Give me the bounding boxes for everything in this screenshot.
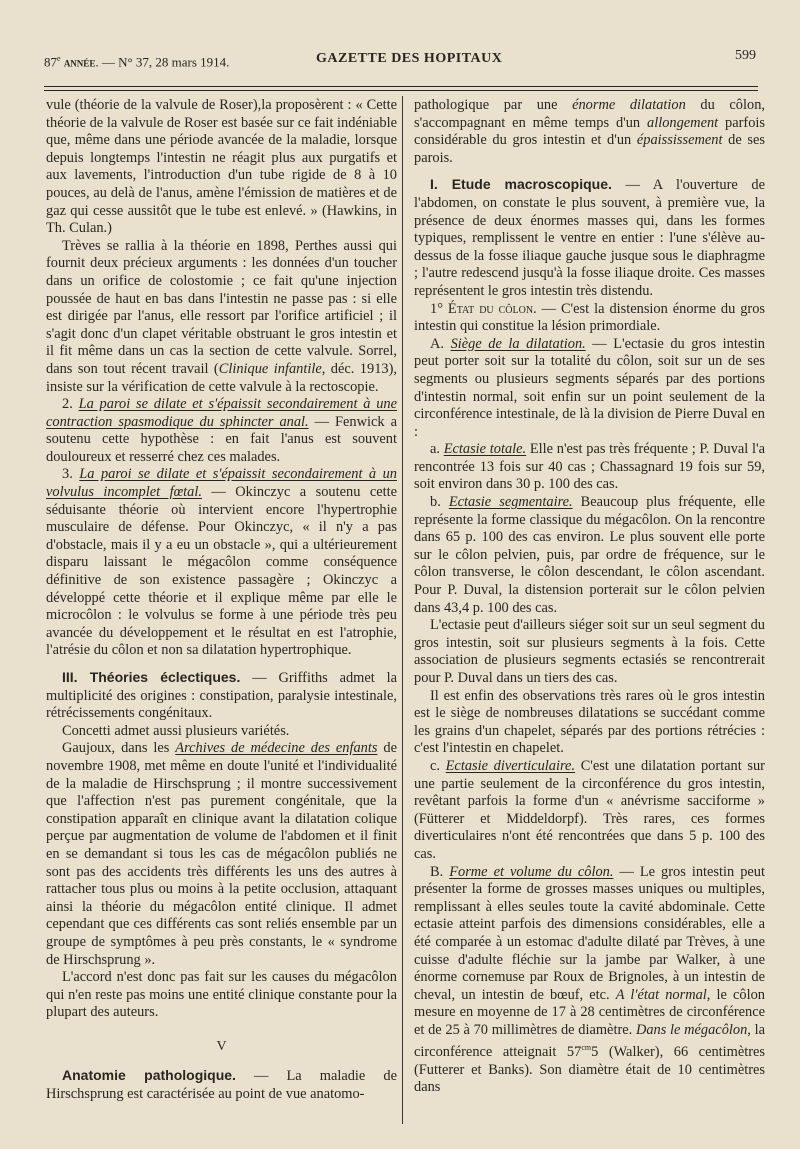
text-run: Beaucoup plus fréquente, elle représente la forme classique du mégacôlon. On la rencontre dans 65 p. 100 des cas environ. Le plus souvent elle porte sur le côlon pelvien, puis, par ordre de fréquence, sur le côlon transverse, le côlon descendant, le côlon ascendant. Pour P. Duval, la distension porterait sur le côlon pelvien dans 43,4 p. 100 des cas. xyxy=(414,494,765,616)
journal-reference: Clinique infantile xyxy=(218,360,322,377)
paragraph: L'accord n'est donc pas fait sur les causes du mégacôlon qui n'en reste pas moins une entité clinique constante pour la plupart des auteurs. xyxy=(46,969,397,1021)
text-run: — Fenwick a soutenu cette hypothèse : en fait l'anus est souvent douloureux et resserré chez ces malades. xyxy=(46,413,397,465)
issue-info xyxy=(44,54,229,70)
text-run: — Griffiths admet la multiplicité des origines : constipation, paralysie intestinale, rétrécissements congénitaux. xyxy=(46,670,397,722)
column-divider xyxy=(402,96,403,1124)
subsection-title: Forme et volume du côlon. xyxy=(449,863,614,880)
section-number: V xyxy=(216,1038,227,1054)
paragraph xyxy=(414,441,765,494)
theory-title: La paroi se dilate et s'épaissit secondairement à un volvulus incomplet fœtal. xyxy=(46,466,397,501)
journal-title: GAZETTE DES HOPITAUX xyxy=(316,51,503,66)
text-run: — La maladie de Hirschsprung est caractérisée au point de vue anatomo- xyxy=(46,1068,397,1103)
text-run: , déc. 1913), insiste sur la vérification de cette valvule à la rectoscopie. xyxy=(46,360,397,395)
right-column xyxy=(414,97,765,1097)
paragraph: Il est enfin des observations très rares où le gros intestin est le siège de nombreuses dilatations se succédant comme les grains d'un chapelet, séparés par des portions rétrécies : c'est l'intestin en chapelet. xyxy=(414,687,765,757)
text-run: Gaujoux, dans les xyxy=(62,740,176,757)
emphasis: énorme dilatation xyxy=(572,97,686,113)
list-number: 3. xyxy=(62,466,80,483)
text-run: de novembre 1908, met même en doute l'unité et l'individualité de la maladie de Hirschsprung ; il montre successivement que l'affection n'est pas purement congénitale, que la constipation apparaît en clinique avant la dilatation colique perçue par augmentation de volume de l'abdomen et il finit en se demandant si tous les cas de mégacôlon publiés ne sont pas des accidents très différents les uns des autres à rattacher tous plus ou moins à la petite occlusion, attaquant ainsi la théorie du mégacôlon entité clinique. Il admet cependant que ces différents cas sont reliés ensemble par un groupe de symptômes à peu près constants, le « syndrome de Hirschsprung ». xyxy=(46,740,397,968)
paragraph xyxy=(414,336,765,442)
text-run: C'est une dilatation portant sur une partie seulement de la circonférence du gros intestin, revêtant parfois la forme d'un « anévrisme sacciforme » (Fütterer et Middeldorpf). Très rares, ces formes diverticulaires n'ont été rencontrées que dans 5 p. 100 des cas. xyxy=(414,757,765,862)
paragraph: Concetti admet aussi plusieurs variétés. xyxy=(62,722,290,739)
text-run: — Le gros intestin peut présenter la forme de grosses masses uniques ou multiples, remplissant à elles seules toute la cavité abdominale. Cette ectasie atteint parfois des dimensions considérables, elle a été comparée à un estomac d'adulte dilaté par Trèves, à une cuisse d'adulte fléchie sur la jambe par Walker, à une énorme cornemuse par Roux de Brignoles, à un intestin de cheval, un intestin de bœuf, etc. xyxy=(414,863,765,1003)
journal-reference: Archives de médecine des enfants xyxy=(175,740,378,757)
section-paragraph xyxy=(46,669,397,723)
paragraph xyxy=(46,396,397,466)
text-run: de ses parois. xyxy=(414,132,765,166)
paragraph xyxy=(414,301,765,336)
subsection-title: Ectasie totale. xyxy=(443,441,527,458)
page-header xyxy=(44,48,756,70)
list-label: b. xyxy=(430,494,449,511)
emphasis: épaississement xyxy=(636,132,723,149)
paragraph xyxy=(414,97,765,167)
paragraph xyxy=(46,466,397,660)
header-rule-bottom xyxy=(44,90,758,91)
section-heading: III. Théories éclectiques. xyxy=(62,669,241,685)
issue-word: année xyxy=(63,54,96,70)
paragraph xyxy=(414,758,765,864)
subsection-title: Siège de la dilatation. xyxy=(450,335,586,352)
list-number: 1° xyxy=(430,300,448,317)
left-column xyxy=(46,97,397,1104)
text-run: 5 (Walker), 66 centimètres (Futterer et Banks). Son diamètre était de 10 centimètres dans xyxy=(414,1044,766,1096)
list-label: B. xyxy=(430,863,450,880)
text-run: pathologique par une xyxy=(414,97,573,113)
list-number: 2. xyxy=(62,396,79,413)
text-run: du côlon, s'accompagnant en même temps d'un xyxy=(414,97,765,131)
paragraph: vule (théorie de la valvule de Roser),la proposèrent : « Cette théorie de la valvule de Roser est basée sur ce fait indéniable que, même dans une période avancée de la maladie, lorsque depuis longtemps l'intestin ne réagit plus aux purgatifs et aux lavements, l'introduction d'un tube rigide de 8 à 10 pouces, au delà de l'anus, amène l'émission de matières et de gaz qui cesse aussitôt que le tube est enlevé. » (Hawkins, in Th. Culan.) xyxy=(46,97,397,237)
header-rule-top xyxy=(44,86,758,87)
theory-title: La paroi se dilate et s'épaissit secondairement à une contraction spasmodique du sphincter anal. xyxy=(46,396,398,430)
paragraph xyxy=(414,864,765,1098)
issue-date: . — N° 37, 28 mars 1914. xyxy=(95,54,230,70)
emphasis: allongement xyxy=(647,114,719,131)
paragraph xyxy=(414,494,765,617)
list-label: A. xyxy=(430,335,451,352)
subsection-title: Ectasie diverticulaire. xyxy=(445,757,576,774)
emphasis: A l'état normal xyxy=(615,986,707,1003)
emphasis: Dans le mégacôlon xyxy=(635,1021,748,1038)
subsection-heading: État du côlon. xyxy=(447,300,537,317)
section-paragraph xyxy=(46,1067,397,1103)
unit-superscript: cm xyxy=(581,1043,592,1053)
issue-number: 87 xyxy=(44,54,57,70)
list-label: a. xyxy=(430,441,444,458)
paragraph xyxy=(46,740,397,969)
text-run: — L'ectasie du gros intestin peut porter soit sur la totalité du côlon, soit sur un de ses segments ou plusieurs segments séparés par des portions d'intestin normal, soit enfin sur un point seulement de la circonférence intestinale, de là la division de Pierre Duval en : xyxy=(414,335,766,440)
paragraph: L'ectasie peut d'ailleurs siéger soit sur un seul segment du gros intestin, soit sur plusieurs segments à la fois. Cette association de plusieurs segments ectasiés se rencontrerait pour P. Duval dans un tiers des cas. xyxy=(414,617,765,686)
text-run: Elle n'est pas très fréquente ; P. Duval l'a rencontrée 13 fois sur 40 cas ; Chassagnard 19 fois sur 59, soit environ dans 30 p. 100 des cas. xyxy=(414,441,765,493)
subsection-title: Ectasie segmentaire. xyxy=(448,494,573,511)
text-run: , le côlon mesure en moyenne de 17 à 28 centimètres de circonférence et de 25 à 70 millimètres de diamètre. xyxy=(414,986,765,1038)
section-heading: Anatomie pathologique. xyxy=(62,1067,236,1084)
text-run: Trèves se rallia à la théorie en 1898, Perthes aussi qui fournit deux précieux arguments : les données d'un toucher dans un orifice de colostomie ; ce fait qu'une injection poussée de haut en bas dans l'intestin ne passe pas : si elle est dirigée par l'anus, elle ressort par l'orifice artificiel ; il s'agit donc d'un clapet véritable obstruant le gros intestin et il fit même dans un cas la section de cette valvule. Sorrel, dans son tout récent travail ( xyxy=(46,237,397,377)
paragraph xyxy=(46,238,397,396)
text-run: — A l'ouverture de l'abdomen, on constate le plus souvent, à première vue, la présence de deux énormes masses qui, dans les formes typiques, remplissent le ventre en entier : l'une s'élève au-dessus de la fosse iliaque gauche jusque sous le diaphragme ; l'autre redescend jusqu'à la fosse iliaque droite. Ces masses représentent le gros intestin très distendu. xyxy=(414,177,765,299)
issue-number-suffix: e xyxy=(57,54,61,63)
list-label: c. xyxy=(430,757,446,774)
text-run: parfois considérable du gros intestin et d'un xyxy=(414,114,765,149)
section-paragraph xyxy=(414,176,765,300)
page-number: 599 xyxy=(735,48,756,63)
section-heading: I. Etude macroscopique. xyxy=(430,176,612,193)
text-run: , la circonférence atteignait 57 xyxy=(414,1021,765,1061)
text-run: — C'est la distension énorme du gros intestin qui constitue la lésion primordiale. xyxy=(414,300,766,335)
text-run: — Okinczyc a soutenu cette séduisante théorie où intervient encore l'hypertrophie musculaire de défense. Pour Okinczyc, « il n'y a pas d'obstacle, mais il y a eu un obstacle », qui a ultérieurement disparu laissant le mégacôlon comme conséquence définitive de son existence passagère ; Okinczyc a développé cette théorie et il explique même par elle le microcôlon : le volvulus se forme à une période très peu avancée du développement et le résultat en est l'atrophie, l'atrésie du côlon et non sa dilatation hypertrophique. xyxy=(46,484,397,659)
